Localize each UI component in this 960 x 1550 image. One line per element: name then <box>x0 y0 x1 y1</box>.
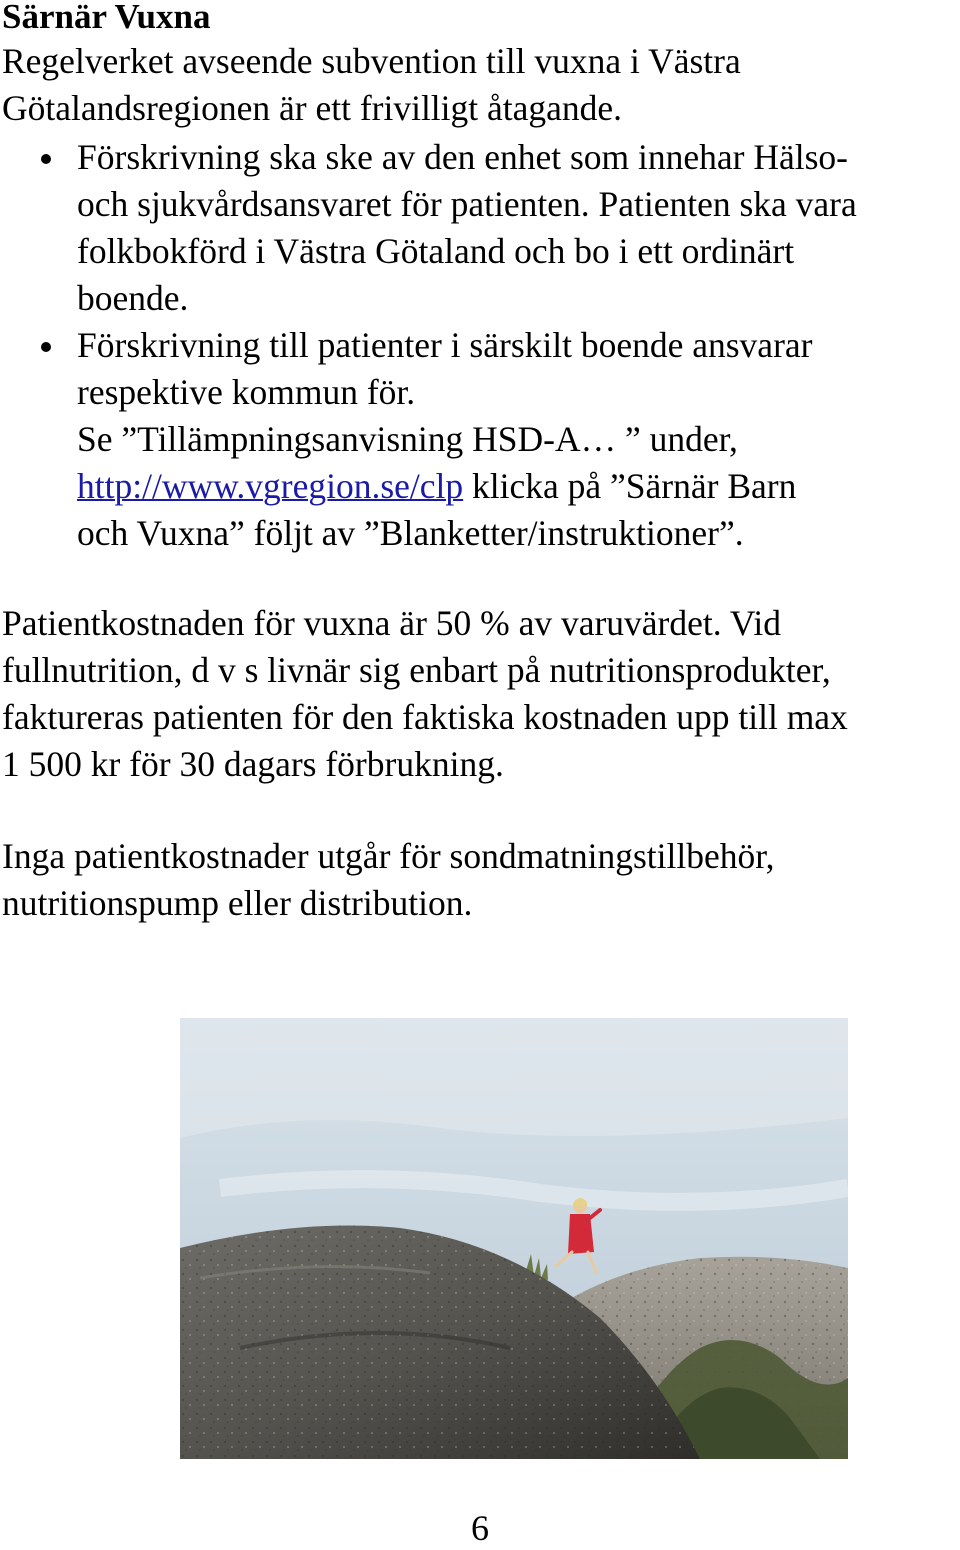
paragraph-line: faktureras patienten för den faktiska kostnaden upp till max <box>2 697 848 737</box>
paragraph-line: Patientkostnaden för vuxna är 50 % av varuvärdet. Vid <box>2 603 781 643</box>
list-item-line: och sjukvårdsansvaret för patienten. Patienten ska vara <box>77 184 857 224</box>
paragraph-line: fullnutrition, d v s livnär sig enbart på nutritionsprodukter, <box>2 650 831 690</box>
vgregion-link[interactable]: http://www.vgregion.se/clp <box>77 466 464 506</box>
paragraph-line: nutritionspump eller distribution. <box>2 883 473 923</box>
accessories-paragraph <box>2 833 960 927</box>
list-item-line: Förskrivning till patienter i särskilt boende ansvarar <box>77 325 813 365</box>
section-heading: Särnär Vuxna <box>2 0 211 36</box>
list-item-line: respektive kommun för. <box>77 372 416 412</box>
list-item <box>0 322 960 557</box>
intro-line: Götalandsregionen är ett frivilligt åtagande. <box>2 88 623 128</box>
paragraph-line: 1 500 kr för 30 dagars förbrukning. <box>2 744 504 784</box>
list-item-line: Se ”Tillämpningsanvisning HSD-A… ” under, <box>77 419 738 459</box>
list-item-line: och Vuxna” följt av ”Blanketter/instruktioner”. <box>77 513 744 553</box>
rules-list <box>0 134 960 557</box>
list-item-line: folkbokförd i Västra Götaland och bo i ett ordinärt <box>77 231 795 271</box>
cost-paragraph <box>2 600 960 788</box>
paragraph-line: Inga patientkostnader utgår för sondmatningstillbehör, <box>2 836 775 876</box>
list-item <box>0 134 960 322</box>
intro-paragraph <box>2 38 960 132</box>
intro-line: Regelverket avseende subvention till vuxna i Västra <box>2 41 741 81</box>
bullet-icon <box>41 342 51 352</box>
photo-child-jumping-rocks <box>180 1018 848 1459</box>
link-trailing-text: klicka på ”Särnär Barn <box>463 466 797 506</box>
list-item-line: Förskrivning ska ske av den enhet som innehar Hälso- <box>77 137 848 177</box>
page-number: 6 <box>471 1508 489 1548</box>
bullet-icon <box>41 154 51 164</box>
photo-illustration <box>180 1018 848 1459</box>
list-item-line: boende. <box>77 278 189 318</box>
list-item-line-with-link <box>77 463 960 510</box>
